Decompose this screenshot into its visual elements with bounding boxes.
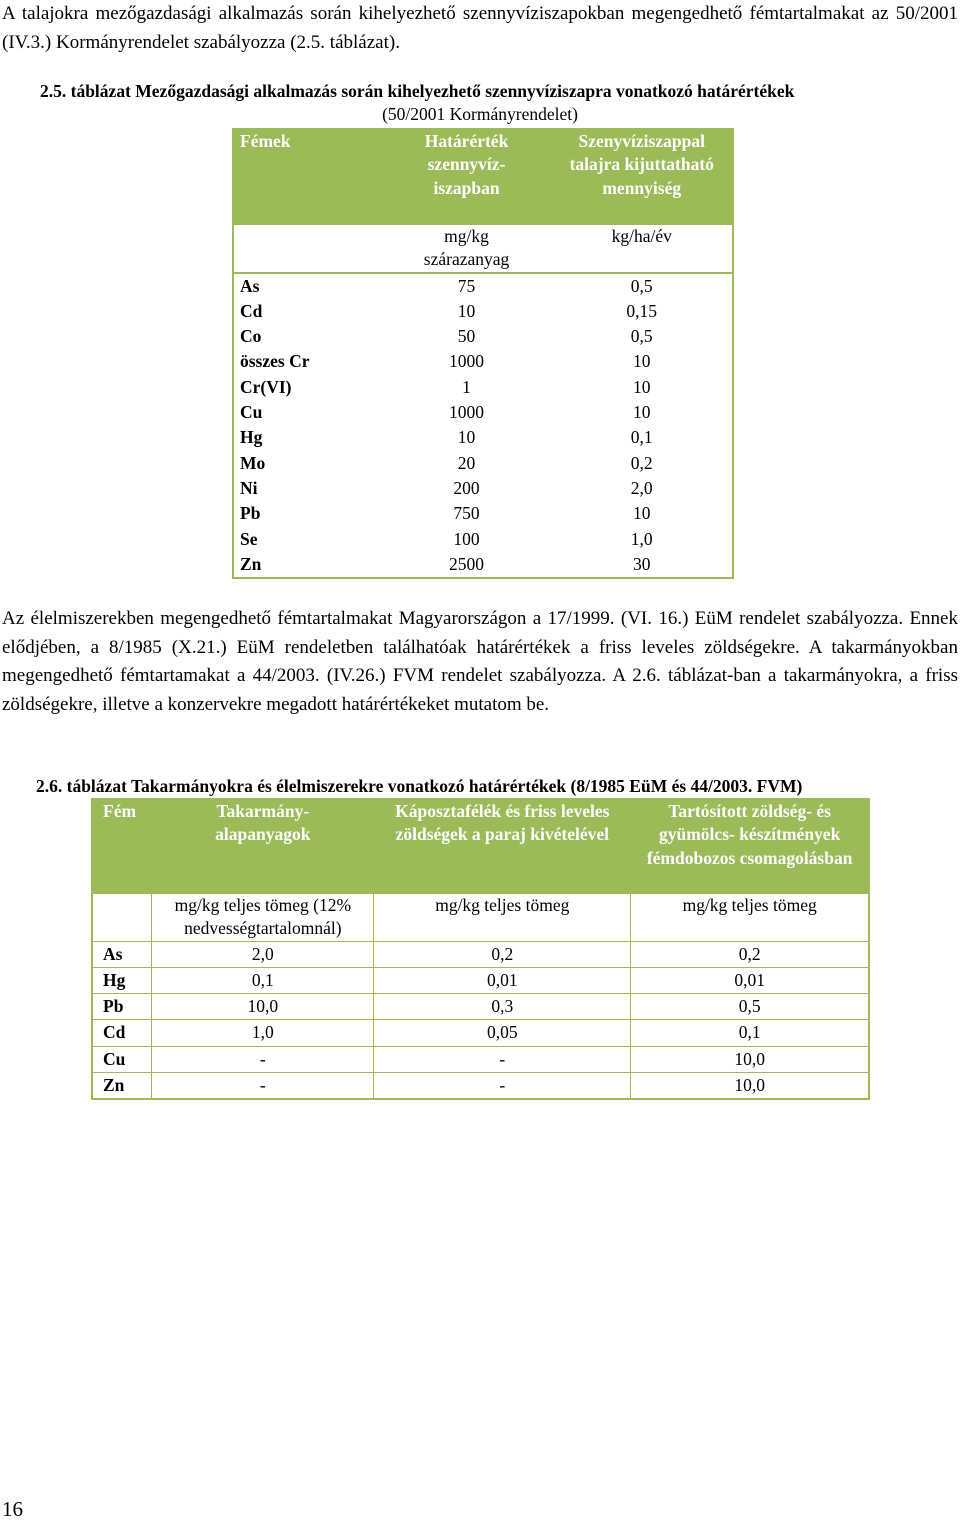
page-number: 16 — [2, 1497, 23, 1521]
table1-cell-limit: 50 — [457, 326, 476, 347]
table2-cell-cabbage: 0,01 — [374, 967, 631, 993]
table2-header-feed-text: Takarmány-alapanyagok — [215, 801, 311, 845]
table1-row — [233, 425, 733, 450]
table2-cell-metal: Cd — [92, 1020, 152, 1046]
table1-cell-limit: 1000 — [449, 402, 485, 423]
table1-header-limit-text: Határérték szennyvíz-iszapban — [424, 131, 509, 198]
table1-cell-limit: 2500 — [449, 553, 485, 574]
table1-cell-metal: Cr(VI) — [240, 376, 292, 397]
table1-header-row — [233, 129, 733, 224]
table2-cell-metal: As — [92, 941, 152, 967]
table1-row — [233, 527, 733, 552]
table2-header-metal: Fém — [92, 799, 152, 894]
table2-cell-feed: - — [152, 1046, 374, 1072]
table1-cell-limit: 75 — [457, 275, 476, 296]
table2-cell-metal: Hg — [92, 967, 152, 993]
table1-cell-amount: 0,5 — [630, 326, 653, 347]
table1-cell-metal: Co — [240, 326, 262, 347]
table1-caption: 2.5. táblázat Mezőgazdasági alkalmazás során kihelyezhető szennyvíziszapra vonatkozó határértékek — [40, 81, 795, 101]
intro-paragraph: A talajokra mezőgazdasági alkalmazás során kihelyezhető szennyvíziszapokban megengedhető fémtartalmakat az 50/2001 (IV.3.) Kormányrendelet szabályozza (2.5. táblázat). — [2, 3, 958, 53]
table2-header-cabbage-text: Káposztafélék és friss leveles zöldségek a paraj kivételével — [395, 801, 610, 845]
table1-cell-metal: Se — [240, 528, 258, 549]
table1-cell-metal: Ni — [240, 477, 258, 498]
table2-unit-feed — [152, 894, 374, 942]
table1-unit-row — [233, 224, 733, 273]
table1-cell-limit: 10 — [457, 300, 476, 321]
table1-row — [233, 375, 733, 400]
table2-cell-cabbage: - — [374, 1073, 631, 1100]
table2-header-cabbage — [374, 799, 631, 894]
table1-cell-amount: 0,5 — [630, 275, 653, 296]
table2-cell-canned: 0,01 — [631, 967, 869, 993]
table2-cell-cabbage: 0,05 — [374, 1020, 631, 1046]
table1-cell-limit: 20 — [457, 452, 476, 473]
table1-row — [233, 400, 733, 425]
table1-cell-limit: 10 — [457, 427, 476, 448]
table1-cell-amount: 1,0 — [630, 528, 653, 549]
table1-cell-amount: 10 — [632, 351, 651, 372]
table1-cell-amount: 0,2 — [630, 452, 653, 473]
table2-row — [92, 1020, 869, 1046]
food-feed-limits-table — [91, 798, 870, 1100]
table1-header-amount-text: Szenyvíziszappal talajra kijuttatható mennyiség — [569, 131, 714, 198]
table1-cell-limit: 750 — [453, 503, 480, 524]
table1-row — [233, 451, 733, 476]
table1-cell-metal: összes Cr — [240, 351, 310, 372]
table1-row — [233, 299, 733, 324]
table1-cell-metal: Cu — [240, 402, 263, 423]
table1-row — [233, 273, 733, 299]
table1-body — [233, 273, 733, 579]
table1-header-amount — [551, 129, 733, 224]
table2-row — [92, 941, 869, 967]
table2-row — [92, 994, 869, 1020]
table1-row — [233, 324, 733, 349]
table2-cell-canned: 0,2 — [631, 941, 869, 967]
table2-cell-cabbage: 0,2 — [374, 941, 631, 967]
table2-cell-metal: Cu — [92, 1046, 152, 1072]
table2-cell-metal: Zn — [92, 1073, 152, 1100]
table1-cell-metal: Mo — [240, 452, 266, 473]
table2-row — [92, 1073, 869, 1100]
table2-row — [92, 1046, 869, 1072]
sewage-sludge-limits-table — [232, 128, 734, 579]
table1-unit-amount: kg/ha/év — [551, 224, 733, 273]
table2-unit-cabbage: mg/kg teljes tömeg — [374, 894, 631, 942]
table1-cell-amount: 0,1 — [630, 427, 653, 448]
table2-cell-canned: 0,5 — [631, 994, 869, 1020]
table2-unit-canned: mg/kg teljes tömeg — [631, 894, 869, 942]
table1-cell-metal: As — [240, 275, 260, 296]
table2-header-row — [92, 799, 869, 894]
table1-cell-limit: 1 — [462, 376, 471, 397]
table1-caption-sub: (50/2001 Kormányrendelet) — [382, 104, 578, 124]
table2-cell-feed: 0,1 — [152, 967, 374, 993]
table2-caption: 2.6. táblázat Takarmányokra és élelmiszerekre vonatkozó határértékek (8/1985 EüM és 44/2003. FVM) — [36, 776, 803, 796]
table1-unit-limit-text: mg/kg szárazanyag — [423, 226, 510, 270]
middle-paragraph: Az élelmiszerekben megengedhető fémtartalmakat Magyarországon a 17/1999. (VI. 16.) EüM rendelet szabályozza. Ennek elődjében, a 8/1985 (X.21.) EüM rendeletben találhatóak határértékek a friss leveles zöldségekre. A takarmányokban megengedhető fémtartamakat a 44/2003. (IV.26.) FVM rendelet szabályozza. A 2.6. táblázat-ban a takarmányokra, a friss zöldségekre, illetve a konzervekre megadott határértékeket mutatom be. — [2, 608, 958, 715]
table1-cell-metal: Pb — [240, 503, 261, 524]
table2-body — [92, 941, 869, 1099]
table2-cell-cabbage: 0,3 — [374, 994, 631, 1020]
table2-unit-row — [92, 894, 869, 942]
table2-header-feed — [152, 799, 374, 894]
table2-unit-empty — [92, 894, 152, 942]
table2-cell-cabbage: - — [374, 1046, 631, 1072]
table1-row — [233, 552, 733, 578]
table2-cell-feed: 1,0 — [152, 1020, 374, 1046]
table2-unit-feed-text: mg/kg teljes tömeg (12% nedvességtartalomnál) — [174, 895, 352, 939]
table2-cell-feed: 10,0 — [152, 994, 374, 1020]
table1-cell-limit: 100 — [453, 528, 480, 549]
table1-cell-amount: 30 — [632, 553, 651, 574]
table1-row — [233, 476, 733, 501]
table1-unit-limit — [382, 224, 552, 273]
table1-cell-limit: 1000 — [449, 351, 485, 372]
table2-cell-feed: 2,0 — [152, 941, 374, 967]
table2-cell-feed: - — [152, 1073, 374, 1100]
table1-header-metals: Fémek — [233, 129, 382, 224]
table2-cell-metal: Pb — [92, 994, 152, 1020]
table1-cell-amount: 10 — [632, 376, 651, 397]
table2-cell-canned: 0,1 — [631, 1020, 869, 1046]
table2-cell-canned: 10,0 — [631, 1073, 869, 1100]
table1-cell-limit: 200 — [453, 477, 480, 498]
table1-cell-amount: 0,15 — [626, 300, 658, 321]
table1-cell-amount: 10 — [632, 503, 651, 524]
table1-row — [233, 349, 733, 374]
table2-header-canned — [631, 799, 869, 894]
table1-cell-amount: 2,0 — [630, 477, 653, 498]
table1-row — [233, 501, 733, 526]
table2-cell-canned: 10,0 — [631, 1046, 869, 1072]
table1-cell-metal: Hg — [240, 427, 263, 448]
table1-cell-amount: 10 — [632, 402, 651, 423]
table2-header-canned-text: Tartósított zöldség- és gyümölcs- készítmények fémdobozos csomagolásban — [646, 801, 853, 868]
table2-row — [92, 967, 869, 993]
table1-header-limit — [382, 129, 552, 224]
table1-cell-metal: Cd — [240, 300, 263, 321]
table1-unit-empty — [233, 224, 382, 273]
table1-cell-metal: Zn — [240, 553, 262, 574]
